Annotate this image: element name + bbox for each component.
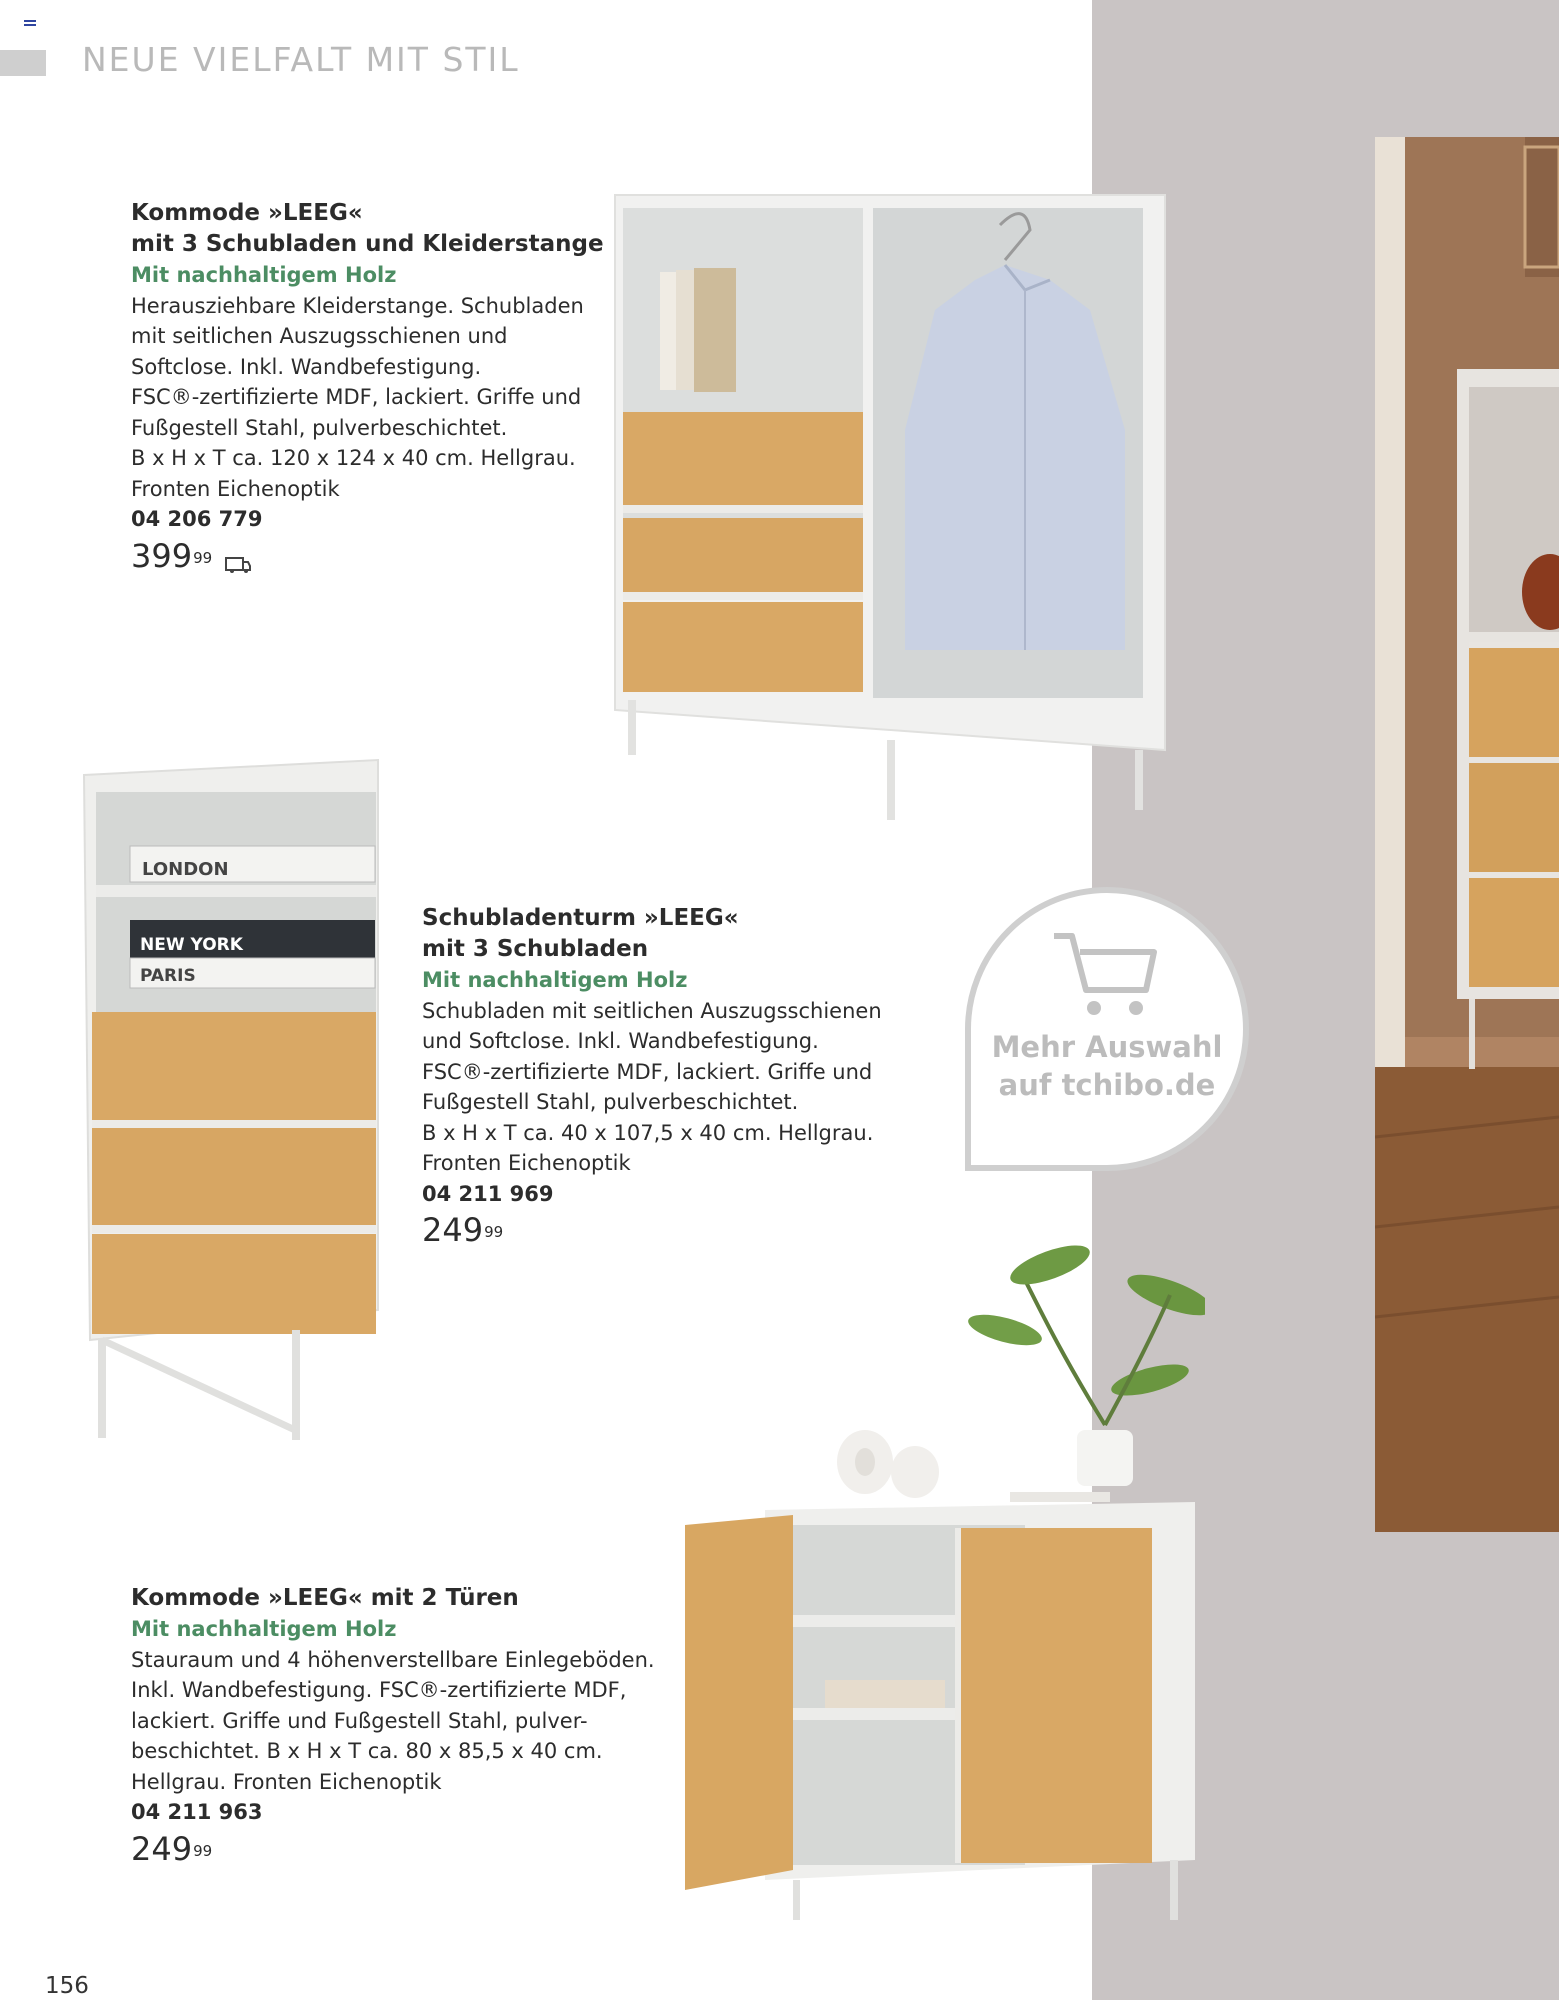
article-number: 04 211 963 xyxy=(131,1800,263,1824)
desc-line: Fronten Eichenoptik xyxy=(131,476,340,501)
header-bar xyxy=(0,50,46,76)
product-image-schubladenturm xyxy=(80,750,380,1450)
book-label-london: LONDON xyxy=(142,859,229,880)
delivery-truck-icon xyxy=(224,549,252,580)
desc-line: Inkl. Wandbefestigung. FSC®-zertifizierte MDF, xyxy=(131,1678,627,1702)
product-info-kommode-2-tueren xyxy=(131,1583,691,1866)
desc-line: Fronten Eichenoptik xyxy=(422,1151,631,1175)
brand-mark-icon xyxy=(24,20,36,30)
desc-line: B x H x T ca. 120 x 124 x 40 cm. Hellgrau. xyxy=(131,446,576,470)
callout-line2: auf tchibo.de xyxy=(998,1068,1216,1102)
product-title-line2: mit 3 Schubladen xyxy=(422,936,649,962)
page-number: 156 xyxy=(45,1973,89,1999)
sustainability-label: Mit nachhaltigem Holz xyxy=(131,263,397,287)
desc-line: und Softclose. Inkl. Wandbefestigung. xyxy=(422,1029,819,1053)
desc-line: Herausziehbare Kleiderstange. Schubladen xyxy=(131,293,584,318)
price-main: 249 xyxy=(422,1211,484,1249)
product-image-kommode-2-tueren xyxy=(665,1240,1205,1930)
price-main: 249 xyxy=(131,1829,193,1868)
price-cents: 99 xyxy=(193,1841,213,1860)
desc-line: Schubladen mit seitlichen Auszugsschienen xyxy=(422,998,882,1023)
price xyxy=(131,1829,691,1868)
article-number: 04 211 969 xyxy=(422,1181,554,1206)
book-label-newyork: NEW YORK xyxy=(140,935,243,955)
product-info-schubladenturm xyxy=(422,903,942,1248)
callout-line1: Mehr Auswahl xyxy=(991,1030,1223,1064)
sustainability-label: Mit nachhaltigem Holz xyxy=(422,968,688,992)
desc-line: FSC®-zertifizierte MDF, lackiert. Griffe und xyxy=(422,1059,873,1084)
product-title: Kommode »LEEG« xyxy=(131,200,363,226)
product-title: Kommode »LEEG« mit 2 Türen xyxy=(131,1585,519,1611)
room-scene-image xyxy=(1375,137,1559,1532)
desc-line: Softclose. Inkl. Wandbefestigung. xyxy=(131,354,482,379)
shopping-cart-icon xyxy=(1050,930,1160,1020)
book-label-paris: PARIS xyxy=(140,966,196,986)
product-title: Schubladenturm »LEEG« xyxy=(422,905,739,931)
article-number: 04 206 779 xyxy=(131,507,263,531)
desc-line: Stauraum und 4 höhenverstellbare Einlegeböden. xyxy=(131,1647,655,1672)
price-cents: 99 xyxy=(484,1223,504,1241)
section-title: NEUE VIELFALT MIT STIL xyxy=(82,40,520,79)
product-image-kommode-kleiderstange xyxy=(605,180,1175,820)
desc-line: B x H x T ca. 40 x 107,5 x 40 cm. Hellgrau. xyxy=(422,1120,874,1145)
price xyxy=(131,536,651,580)
price-main: 399 xyxy=(131,536,193,575)
desc-line: beschichtet. B x H x T ca. 80 x 85,5 x 40 cm. xyxy=(131,1739,603,1763)
product-info-kommode-kleiderstange xyxy=(131,198,651,579)
desc-line: lackiert. Griffe und Fußgestell Stahl, pulver- xyxy=(131,1708,588,1733)
desc-line: Fußgestell Stahl, pulverbeschichtet. xyxy=(131,415,508,440)
desc-line: Hellgrau. Fronten Eichenoptik xyxy=(131,1769,442,1794)
callout-text[interactable] xyxy=(962,1028,1252,1104)
desc-line: Fußgestell Stahl, pulverbeschichtet. xyxy=(422,1090,799,1114)
price-cents: 99 xyxy=(193,548,213,567)
desc-line: mit seitlichen Auszugsschienen und xyxy=(131,324,508,348)
desc-line: FSC®-zertifizierte MDF, lackiert. Griffe und xyxy=(131,385,582,409)
sustainability-label: Mit nachhaltigem Holz xyxy=(131,1617,397,1641)
product-title-line2: mit 3 Schubladen und Kleiderstange xyxy=(131,231,604,257)
